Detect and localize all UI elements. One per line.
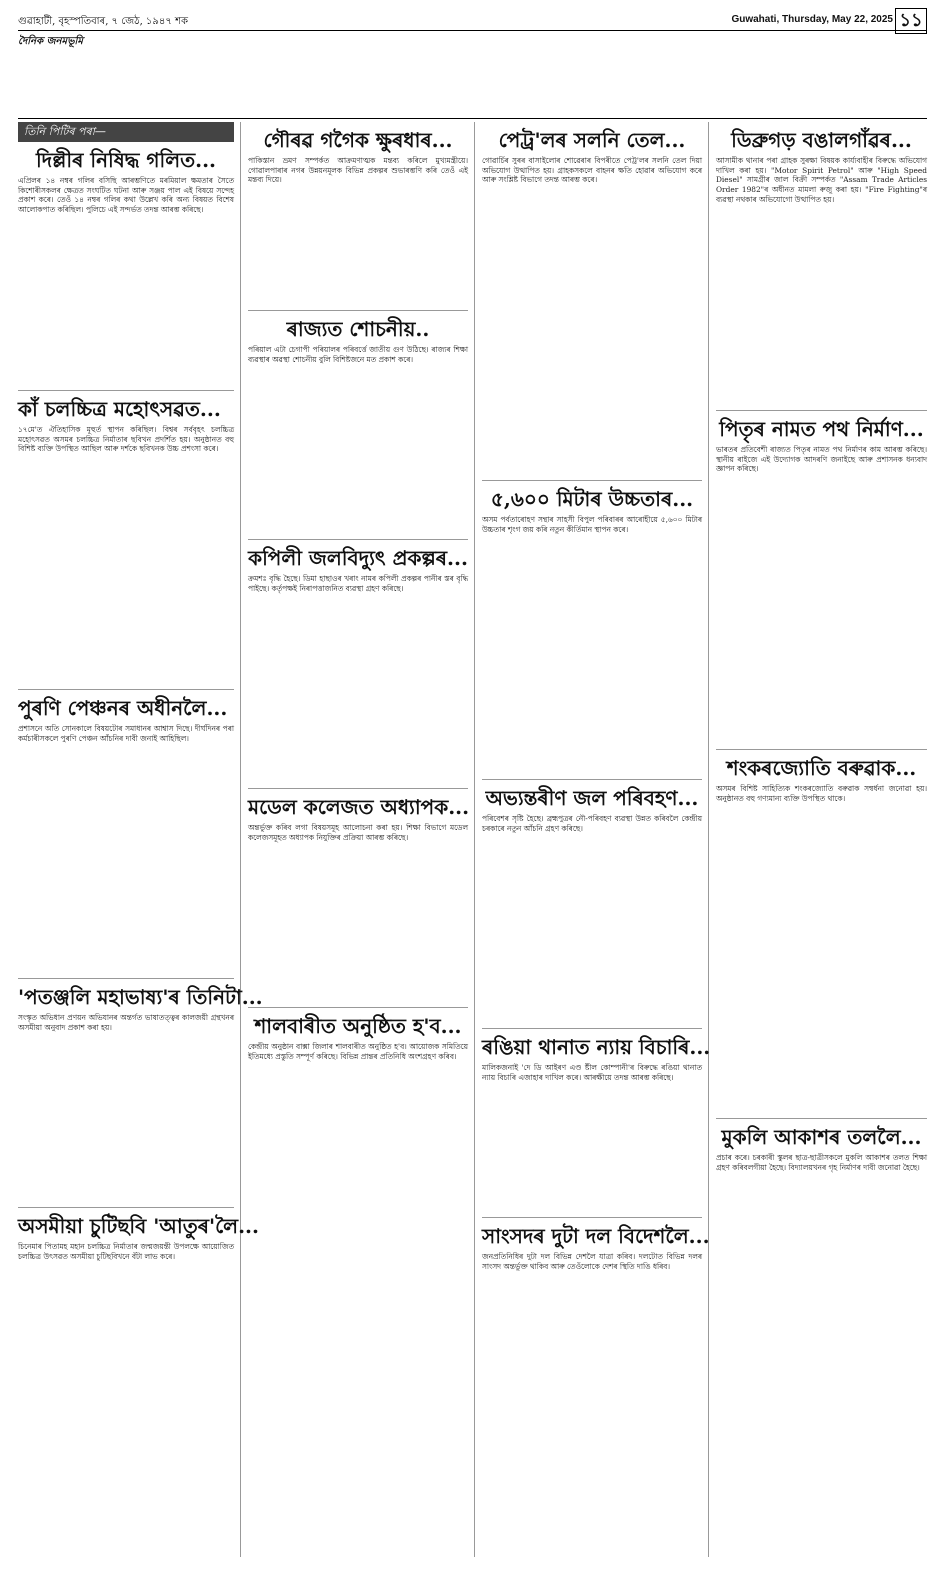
header-date-english: Guwahati, Thursday, May 22, 2025: [731, 14, 893, 25]
column-separator: [708, 122, 709, 1557]
section-tag: তিনি পিটিৰ পৰা—: [18, 122, 234, 142]
article-body: প্ৰশাসনে অতি সোনকালে বিষয়টোৰ সমাধানৰ আশ্বাস দিছে। দীৰ্ঘদিনৰ পৰা কৰ্মচাৰীসকলে পুৰণি পেঞ্চন আঁচনিৰ দাবী জনাই আহিছিল।: [18, 724, 234, 743]
article-body: অসম পৰ্বতাৰোহণ সন্থাৰ সাহসী বিপুল পৰিবাৰৰ আৰোহীয়ে ৫,৬০০ মিটাৰ উচ্চতাৰ শৃংগ জয় কৰি নতুন কীৰ্তিমান স্থাপন কৰে।: [482, 515, 702, 534]
article-body: সংস্কৃত অভিধান প্ৰণয়ন অভিযানৰ অন্তৰ্গত ভাষাতত্ত্বৰ কালজয়ী গ্ৰন্থখনৰ অসমীয়া অনুবাদ প্ৰকাশ কৰা হয়।: [18, 1013, 234, 1032]
page-number: ১১: [895, 8, 927, 34]
article-body: পাকিস্তান ভ্ৰমণ সম্পৰ্কত আক্ৰমণাত্মক মন্তব্য কৰিলে মুখ্যমন্ত্ৰীয়ে। গোৱালপাৰাৰ নগৰ উন্নয়নমূলক বিভিন্ন প্ৰকল্পৰ শুভাৰম্ভণি কৰি তেওঁ এই মন্তব্য দিয়ে।: [248, 156, 468, 185]
article-body: এপ্ৰিলৰ ১৪ নম্বৰ গলিৰ বসিছি আৰম্ভণিতে মৰমিয়াল ক্ষমতাৰ সৈতে কিশোৰীসকলৰ ক্ষেত্ৰত সংঘটিত ঘটনা আৰু সঞ্জয় পাল এই বিষয়ে সন্দেহ প্ৰকাশ কৰে। তেওঁ ১৪ নম্বৰ গলিৰ কথা উল্লেখ কৰি অন্য বিষয়ত বিশেষ আলোকপাত কৰিছিল। পুলিচে এই সন্দৰ্ভত তদন্ত আৰম্ভ কৰিছে।: [18, 176, 234, 215]
article-body: কেন্দ্ৰীয় অনুষ্ঠান বাক্সা জিলাৰ শালবাৰীত অনুষ্ঠিত হ'ব। আয়োজক সমিতিয়ে ইতিমধ্যে প্ৰস্তুতি সম্পূৰ্ণ কৰিছে। বিভিন্ন প্ৰান্তৰ প্ৰতিনিধি অংশগ্ৰহণ কৰিব।: [248, 1042, 468, 1061]
divider: [248, 310, 468, 311]
article-body: পৰিবেশৰ সৃষ্টি হৈছে। ব্ৰহ্মপুত্ৰৰ নৌ-পৰিবহণ ব্যৱস্থা উন্নত কৰিবলৈ কেন্দ্ৰীয় চৰকাৰে নতুন আঁচনি গ্ৰহণ কৰিছে।: [482, 814, 702, 833]
column-4: [716, 122, 927, 1559]
article-headline: কপিলী জলবিদ্যুৎ প্ৰকল্পৰ...: [248, 546, 468, 570]
article-body: চিনেমাৰ পিতামহ মহান চলচ্চিত্ৰ নিৰ্মাতাৰ জন্মজয়ন্তী উপলক্ষে আয়োজিত চলচ্চিত্ৰ উৎসৱত অসমীয়া চুটিছবিখনে বঁটা লাভ কৰে।: [18, 1242, 234, 1261]
paper-name: দৈনিক জনমভূমি: [18, 36, 83, 47]
article-headline: সাংসদৰ দুটা দল বিদেশলৈ...: [482, 1224, 710, 1248]
article-body: অন্তৰ্ভুক্ত কৰিব লগা বিষয়সমূহ আলোচনা কৰা হয়। শিক্ষা বিভাগে মডেল কলেজসমূহত অধ্যাপক নিযুক্তিৰ প্ৰক্ৰিয়া আৰম্ভ কৰিছে।: [248, 823, 468, 842]
article-body: প্ৰচাৰ কৰে। চৰকাৰী স্কুলৰ ছাত্ৰ-ছাত্ৰীসকলে মুকলি আকাশৰ তলত শিক্ষা গ্ৰহণ কৰিবলগীয়া হৈছে। বিদ্যালয়খনৰ গৃহ নিৰ্মাণৰ দাবী জনোৱা হৈছে।: [716, 1153, 927, 1172]
article-headline: অসমীয়া চুটিছবি 'আতুৰ'লৈ...: [18, 1214, 259, 1238]
divider: [716, 410, 927, 411]
header-rule: [18, 30, 927, 31]
divider: [248, 788, 468, 789]
article-headline: 'পতঞ্জলি মহাভাষ্য'ৰ তিনিটা...: [18, 985, 263, 1009]
column-separator: [474, 122, 475, 1557]
divider: [18, 978, 234, 979]
column-separator: [240, 122, 241, 1557]
column-3: [482, 122, 711, 1559]
divider: [482, 1217, 702, 1218]
page-header: [18, 10, 927, 30]
divider: [18, 390, 234, 391]
article-headline: শংকৰজ্যোতি বৰুৱাক...: [726, 756, 917, 780]
article-headline: কাঁ চলচ্চিত্ৰ মহোৎসৱত...: [18, 397, 221, 421]
article-body: মালিকজনাই 'দে ডি আইৰণ এণ্ড ষ্টীল কোম্পানী'ৰ বিৰুদ্ধে ৰঙিয়া থানাত ন্যায় বিচাৰি এজাহাৰ দাখিল কৰে। আৰক্ষীয়ে তদন্ত আৰম্ভ কৰিছে।: [482, 1063, 702, 1082]
article-headline: ৫,৬০০ মিটাৰ উচ্চতাৰ...: [490, 487, 694, 511]
article-headline: গৌৰৱ গগৈক ক্ষুৰধাৰ...: [263, 128, 453, 152]
divider: [482, 779, 702, 780]
divider: [482, 1028, 702, 1029]
header-rule-lower: [18, 118, 927, 119]
article-body: ক্ৰমশঃ বৃদ্ধি হৈছে। ডিমা হাছাওৰ খৰাং নামৰ কপিলী প্ৰকল্পৰ পানীৰ স্তৰ বৃদ্ধি পাইছে। কৰ্তৃপক্ষই নিৰাপত্তাজনিত ব্যৱস্থা গ্ৰহণ কৰিছে।: [248, 574, 468, 593]
divider: [18, 1207, 234, 1208]
divider: [482, 480, 702, 481]
article-body: আসামীক থানাৰ পৰা গ্ৰাহক সুৰক্ষা বিষয়ক কাৰ্য্যবাহীৰ বিৰুদ্ধে অভিযোগ দাখিল কৰা হয়। "Motor Spirit Petrol" আৰু "High Speed Diesel" সামগ্ৰীৰ জাল বিক্ৰী সম্পৰ্কত "Assam Trade Articles Order 1982"ৰ অধীনত মামলা ৰুজু কৰা হয়। "Fire Fighting"ৰ ব্যৱস্থা নথকাৰ অভিযোগো উত্থাপিত হয়।: [716, 156, 927, 204]
divider: [716, 1118, 927, 1119]
column-1: [18, 122, 263, 1559]
article-headline: পুৰণি পেঞ্চনৰ অধীনলৈ...: [18, 696, 228, 720]
article-body: ১৭মে'ত ঐতিহাসিক মূহুৰ্ত স্থাপন কৰিছিল। বিশ্বৰ সৰ্ববৃহৎ চলচ্চিত্ৰ মহোৎসৱত অসমৰ চলচ্চিত্ৰ নিৰ্মাতাৰ ছবিখন প্ৰদৰ্শিত হয়। অনুষ্ঠানত বহু বিশিষ্ট ব্যক্তি উপস্থিত আছিল আৰু দৰ্শকে ছবিখনক উচ্চ প্ৰশংসা কৰে।: [18, 425, 234, 454]
article-headline: শালবাৰীত অনুষ্ঠিত হ'ব...: [254, 1014, 462, 1038]
article-headline: ৰাজ্যত শোচনীয়..: [286, 317, 430, 341]
article-headline: পিতৃৰ নামত পথ নিৰ্মাণ...: [719, 417, 924, 441]
article-headline: মডেল কলেজত অধ্যাপক...: [248, 795, 470, 819]
divider: [248, 539, 468, 540]
article-body: ভাৰতৰ প্ৰতিবেশী ৰাজ্যত পিতৃৰ নামত পথ নিৰ্মাণৰ কাম আৰম্ভ কৰিছে। স্থানীয় ৰাইজে এই উদ্যোগক আদৰণি জনাইছে আৰু প্ৰশাসনক ধন্যবাদ জ্ঞাপন কৰিছে।: [716, 445, 927, 474]
article-headline: পেট্ৰ'লৰ সলনি তেল...: [498, 128, 686, 152]
article-body: পৰিয়াল এটা চেগাপী পৰিয়ালৰ পৰিবৰ্ত্তে জাতীয় গুণ উঠিছে। ৰাজ্যৰ শিক্ষা ব্যৱস্থাৰ অৱস্থা শোচনীয় বুলি বিশিষ্টজনে মত প্ৰকাশ কৰে।: [248, 345, 468, 364]
article-body: গোৱাৰ্চিৰ সুৰৰ বাসাইলোৰ শোৱেৰাৰ বিপৰীতে পেট্ৰ'লৰ সলনি তেল দিয়া অভিযোগ উত্থাপিত হয়। গ্ৰাহকসকলে বাহনৰ ক্ষতি হোৱাৰ অভিযোগ কৰে আৰু সংশ্লিষ্ট বিভাগে তদন্ত আৰম্ভ কৰে।: [482, 156, 702, 185]
header-date-assamese: গুৱাহাটী, বৃহস্পতিবাৰ, ৭ জেঠ, ১৯৪৭ শক: [18, 16, 188, 27]
article-body: অসমৰ বিশিষ্ট সাহিত্যিক শংকৰজ্যোতি বৰুৱাক সম্বৰ্ধনা জনোৱা হয়। অনুষ্ঠানত বহু গণ্যমান্য ব্যক্তি উপস্থিত থাকে।: [716, 784, 927, 803]
divider: [248, 1007, 468, 1008]
article-headline: দিল্লীৰ নিষিদ্ধ গলিত...: [35, 148, 217, 172]
article-headline: ডিব্ৰুগড় বঙালগাঁৱৰ...: [731, 128, 912, 152]
article-headline: মুকলি আকাশৰ তললৈ...: [721, 1125, 922, 1149]
divider: [18, 689, 234, 690]
article-body: জনপ্ৰতিনিধিৰ দুটা দল বিভিন্ন দেশলৈ যাত্ৰা কৰিব। দলটোত বিভিন্ন দলৰ সাংসদ অন্তৰ্ভুক্ত থাকিব আৰু তেওঁলোকে দেশৰ স্থিতি দাঙি ধৰিব।: [482, 1252, 702, 1271]
article-headline: অভ্যন্তৰীণ জল পৰিবহণ...: [485, 786, 699, 810]
article-headline: ৰঙিয়া থানাত ন্যায় বিচাৰি...: [482, 1035, 711, 1059]
divider: [716, 749, 927, 750]
column-2: [248, 122, 468, 1559]
